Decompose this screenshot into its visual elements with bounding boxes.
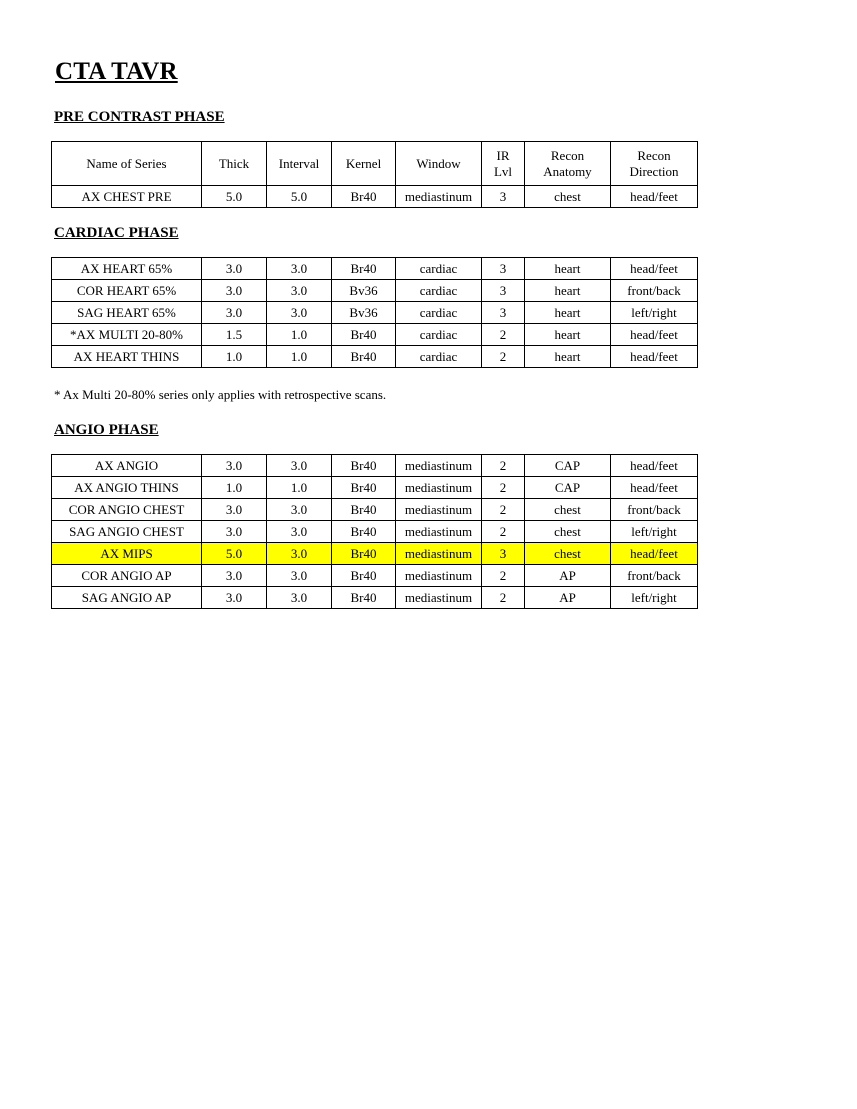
recon-direction-cell: left/right	[611, 521, 698, 543]
series-name-cell: *AX MULTI 20-80%	[52, 324, 202, 346]
ir-level-cell: 2	[482, 565, 525, 587]
angio-table	[51, 454, 698, 609]
kernel-cell: Br40	[332, 521, 396, 543]
window-cell: mediastinum	[396, 543, 482, 565]
kernel-cell: Br40	[332, 346, 396, 368]
interval-cell: 3.0	[267, 499, 332, 521]
interval-cell: 3.0	[267, 543, 332, 565]
recon-anatomy-cell: heart	[525, 324, 611, 346]
recon-anatomy-cell: chest	[525, 521, 611, 543]
table-row	[52, 346, 698, 368]
col-header-interval: Interval	[267, 142, 332, 186]
cardiac-table	[51, 257, 698, 368]
window-cell: mediastinum	[396, 521, 482, 543]
table-row	[52, 280, 698, 302]
kernel-cell: Br40	[332, 477, 396, 499]
col-header-thick: Thick	[202, 142, 267, 186]
document-title: CTA TAVR	[55, 58, 178, 85]
recon-direction-cell: front/back	[611, 565, 698, 587]
recon-direction-cell: head/feet	[611, 324, 698, 346]
thick-cell: 3.0	[202, 521, 267, 543]
thick-cell: 3.0	[202, 565, 267, 587]
thick-cell: 3.0	[202, 455, 267, 477]
series-name-cell: COR ANGIO CHEST	[52, 499, 202, 521]
window-cell: mediastinum	[396, 565, 482, 587]
series-name-cell: COR HEART 65%	[52, 280, 202, 302]
kernel-cell: Br40	[332, 565, 396, 587]
recon-direction-cell: head/feet	[611, 455, 698, 477]
recon-anatomy-cell: chest	[525, 499, 611, 521]
series-name-cell: AX ANGIO THINS	[52, 477, 202, 499]
recon-direction-cell: head/feet	[611, 186, 698, 208]
ir-level-cell: 2	[482, 324, 525, 346]
window-cell: mediastinum	[396, 499, 482, 521]
ir-level-cell: 2	[482, 587, 525, 609]
ir-level-cell: 2	[482, 346, 525, 368]
kernel-cell: Br40	[332, 186, 396, 208]
window-cell: cardiac	[396, 324, 482, 346]
recon-anatomy-cell: AP	[525, 565, 611, 587]
interval-cell: 3.0	[267, 587, 332, 609]
window-cell: cardiac	[396, 346, 482, 368]
interval-cell: 3.0	[267, 302, 332, 324]
series-name-cell: AX MIPS	[52, 543, 202, 565]
series-name-cell: SAG ANGIO CHEST	[52, 521, 202, 543]
thick-cell: 3.0	[202, 302, 267, 324]
cardiac-rows	[52, 258, 698, 368]
recon-direction-cell: head/feet	[611, 346, 698, 368]
thick-cell: 3.0	[202, 280, 267, 302]
kernel-cell: Br40	[332, 324, 396, 346]
window-cell: cardiac	[396, 258, 482, 280]
thick-cell: 1.5	[202, 324, 267, 346]
ir-level-cell: 2	[482, 499, 525, 521]
table-row	[52, 543, 698, 565]
interval-cell: 3.0	[267, 521, 332, 543]
window-cell: mediastinum	[396, 587, 482, 609]
window-cell: cardiac	[396, 302, 482, 324]
series-name-cell: AX CHEST PRE	[52, 186, 202, 208]
table-row	[52, 477, 698, 499]
col-header-window: Window	[396, 142, 482, 186]
cardiac-heading: CARDIAC PHASE	[54, 225, 179, 241]
window-cell: mediastinum	[396, 477, 482, 499]
interval-cell: 3.0	[267, 565, 332, 587]
table-header-row	[52, 142, 698, 186]
table-row	[52, 258, 698, 280]
window-cell: mediastinum	[396, 186, 482, 208]
table-row	[52, 186, 698, 208]
table-row	[52, 521, 698, 543]
interval-cell: 3.0	[267, 280, 332, 302]
col-header-recon-direction: Recon Direction	[611, 142, 698, 186]
recon-direction-cell: left/right	[611, 302, 698, 324]
recon-anatomy-cell: CAP	[525, 477, 611, 499]
thick-cell: 3.0	[202, 587, 267, 609]
interval-cell: 1.0	[267, 346, 332, 368]
pre-contrast-table	[51, 141, 698, 208]
table-row	[52, 587, 698, 609]
ir-level-cell: 2	[482, 455, 525, 477]
ir-level-cell: 2	[482, 477, 525, 499]
interval-cell: 1.0	[267, 324, 332, 346]
recon-direction-cell: left/right	[611, 587, 698, 609]
recon-direction-cell: head/feet	[611, 477, 698, 499]
recon-anatomy-cell: heart	[525, 258, 611, 280]
kernel-cell: Br40	[332, 543, 396, 565]
table-row	[52, 302, 698, 324]
col-header-recon-anatomy: Recon Anatomy	[525, 142, 611, 186]
kernel-cell: Br40	[332, 455, 396, 477]
pre-contrast-heading: PRE CONTRAST PHASE	[54, 109, 225, 125]
recon-anatomy-cell: AP	[525, 587, 611, 609]
interval-cell: 3.0	[267, 455, 332, 477]
series-name-cell: COR ANGIO AP	[52, 565, 202, 587]
series-name-cell: AX HEART 65%	[52, 258, 202, 280]
table-row	[52, 324, 698, 346]
series-name-cell: AX HEART THINS	[52, 346, 202, 368]
ir-level-cell: 3	[482, 280, 525, 302]
col-header-kernel: Kernel	[332, 142, 396, 186]
series-name-cell: AX ANGIO	[52, 455, 202, 477]
pre-contrast-rows	[52, 186, 698, 208]
thick-cell: 5.0	[202, 543, 267, 565]
col-header-ir-lvl: IR Lvl	[482, 142, 525, 186]
thick-cell: 1.0	[202, 346, 267, 368]
kernel-cell: Br40	[332, 258, 396, 280]
window-cell: mediastinum	[396, 455, 482, 477]
table-row	[52, 455, 698, 477]
interval-cell: 3.0	[267, 258, 332, 280]
recon-anatomy-cell: chest	[525, 543, 611, 565]
thick-cell: 1.0	[202, 477, 267, 499]
recon-anatomy-cell: heart	[525, 302, 611, 324]
ir-level-cell: 3	[482, 543, 525, 565]
col-header-name: Name of Series	[52, 142, 202, 186]
recon-direction-cell: front/back	[611, 499, 698, 521]
recon-anatomy-cell: heart	[525, 346, 611, 368]
retrospective-footnote: * Ax Multi 20-80% series only applies with retrospective scans.	[54, 387, 387, 402]
angio-heading: ANGIO PHASE	[54, 422, 159, 438]
kernel-cell: Bv36	[332, 302, 396, 324]
ir-level-cell: 3	[482, 186, 525, 208]
angio-rows	[52, 455, 698, 609]
thick-cell: 5.0	[202, 186, 267, 208]
interval-cell: 1.0	[267, 477, 332, 499]
kernel-cell: Br40	[332, 587, 396, 609]
thick-cell: 3.0	[202, 258, 267, 280]
recon-direction-cell: head/feet	[611, 543, 698, 565]
kernel-cell: Bv36	[332, 280, 396, 302]
recon-direction-cell: front/back	[611, 280, 698, 302]
recon-anatomy-cell: CAP	[525, 455, 611, 477]
ir-level-cell: 3	[482, 302, 525, 324]
recon-anatomy-cell: chest	[525, 186, 611, 208]
ir-level-cell: 3	[482, 258, 525, 280]
table-row	[52, 565, 698, 587]
series-name-cell: SAG ANGIO AP	[52, 587, 202, 609]
recon-anatomy-cell: heart	[525, 280, 611, 302]
recon-direction-cell: head/feet	[611, 258, 698, 280]
window-cell: cardiac	[396, 280, 482, 302]
kernel-cell: Br40	[332, 499, 396, 521]
table-row	[52, 499, 698, 521]
ir-level-cell: 2	[482, 521, 525, 543]
interval-cell: 5.0	[267, 186, 332, 208]
series-name-cell: SAG HEART 65%	[52, 302, 202, 324]
thick-cell: 3.0	[202, 499, 267, 521]
